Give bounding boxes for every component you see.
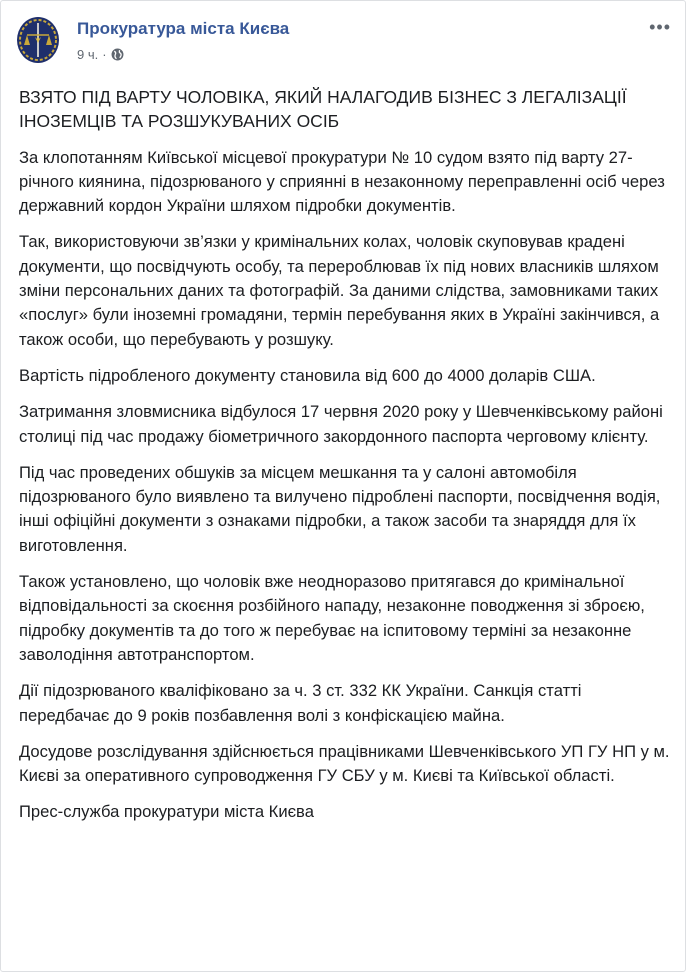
post-body xyxy=(19,85,671,837)
post-paragraph: Так, використовуючи зв’язки у кримінальних колах, чоловік скуповував крадені документи, що посвідчують особу, та перероблював їх під нових власників шляхом зміни персональних даних та фотографій. За даними слідства, замовниками таких «послуг» були іноземні громадяни, термін перебування яких в Україні закінчився, а також особи, що перебувають у розшуку. xyxy=(19,232,660,349)
page-avatar[interactable] xyxy=(13,15,63,65)
post-timestamp[interactable]: 9 ч. xyxy=(77,47,99,62)
post-paragraph: Під час проведених обшуків за місцем мешкання та у салоні автомобіля підозрюваного було виявлено та вилучено підроблені паспорти, посвідчення водія, інші офіційні документи з ознаками підробки, а також засоби та знаряддя для їх виготовлення. xyxy=(19,462,661,555)
page-name-link[interactable]: Прокуратура міста Києва xyxy=(77,19,290,38)
prosecutor-emblem-icon xyxy=(13,15,63,65)
post-signature: Прес-служба прокуратури міста Києва xyxy=(19,802,314,822)
post-paragraph: Також установлено, що чоловік вже неодноразово притягався до кримінальної відповідальності за скоєння розбійного нападу, незаконне поводження зі зброєю, підробку документів та до того ж перебуває на іспитовому терміні за незаконне заволодіння автотранспортом. xyxy=(19,572,645,664)
post-header xyxy=(13,15,289,65)
post-paragraph: Затримання зловмисника відбулося 17 червня 2020 року у Шевченківському районі столиці під час продажу біометричного закордонного паспорта черговому клієнту. xyxy=(19,402,663,446)
post-title: ВЗЯТО ПІД ВАРТУ ЧОЛОВІКА, ЯКИЙ НАЛАГОДИВ БІЗНЕС З ЛЕГАЛІЗАЦІЇ ІНОЗЕМЦІВ ТА РОЗШУКУВАНИХ ОСІБ xyxy=(19,87,627,132)
post-paragraph: За клопотанням Київської місцевої прокуратури № 10 судом взято під варту 27-річного киянина, підозрюваного у сприянні в незаконному переправленні осіб через державний кордон України шляхом підробки документів. xyxy=(19,147,665,216)
post-paragraph: Досудове розслідування здійснюється працівниками Шевченківського УП ГУ НП у м. Києві за оперативного супроводження ГУ СБУ у м. Києві та Київської області. xyxy=(19,741,670,786)
more-options-button[interactable]: ••• xyxy=(649,17,671,37)
separator: · xyxy=(102,47,107,62)
globe-icon[interactable] xyxy=(111,48,124,61)
post-paragraph: Дії підозрюваного кваліфіковано за ч. 3 ст. 332 КК України. Санкція статті передбачає до 9 років позбавлення волі з конфіскацією майна. xyxy=(19,681,582,725)
post-paragraph: Вартість підробленого документу становила від 600 до 4000 доларів США. xyxy=(19,365,596,385)
